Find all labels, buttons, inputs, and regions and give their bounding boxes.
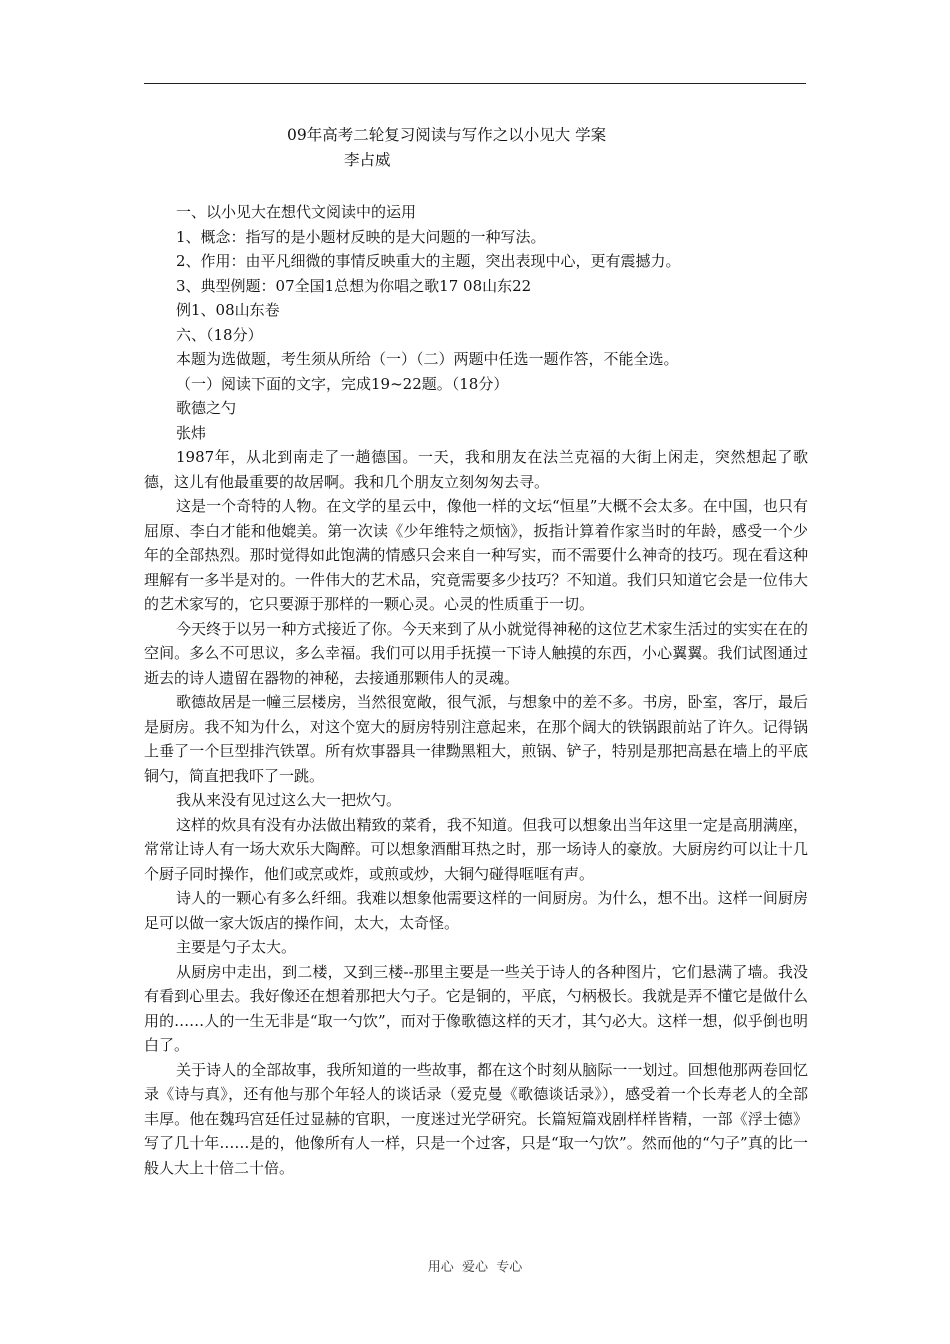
document-author: 李占威 (344, 151, 391, 169)
body-line: 2、作用：由平凡细微的事情反映重大的主题，突出表现中心，更有震撼力。 (176, 252, 681, 270)
body-paragraph: 关于诗人的全部故事，我所知道的一些故事，都在这个时刻从脑际一一划过。回想他那两卷回忆录《诗与真》，还有他与那个年轻人的谈话录（爱克曼《歌德谈话录》），感受着一个长寿老人的全部丰厚。他在魏玛宫廷任过显赫的官职，一度迷过光学研究。长篇短篇戏剧样样皆精，一部《浮士德》写了几十年……是的，他像所有人一样，只是一个过客，只是“取一勺饮”。然而他的“勺子”真的比一般人大上十倍二十倍。 (144, 1060, 808, 1177)
body-line: 六、（18分） (176, 325, 263, 344)
body-paragraph: 主要是勺子太大。 (176, 938, 297, 956)
body-line: 3、典型例题：07全国1总想为你唱之歌17 08山东22 (176, 276, 532, 295)
body-line: 例1、08山东卷 (176, 301, 280, 319)
page-footer: 用心 爱心 专心 (427, 1260, 523, 1275)
header-rule (144, 83, 806, 84)
body-line: 张炜 (176, 423, 207, 442)
body-paragraph: 这样的炊具有没有办法做出精致的菜肴，我不知道。但我可以想象出当年这里一定是高朋满座，常常让诗人有一场大欢乐大陶醉。可以想象酒酣耳热之时，那一场诗人的豪放。大厨房约可以让十几个厨子同时操作，他们或烹或炸，或煎或炒，大铜勺碰得哐哐有声。 (144, 815, 808, 883)
body-paragraph: 诗人的一颗心有多么纤细。我难以想象他需要这样的一间厨房。为什么，想不出。这样一间厨房足可以做一家大饭店的操作间，太大，太奇怪。 (144, 889, 808, 932)
document-body (144, 200, 808, 1180)
body-paragraph: 我从来没有见过这么大一把炊勺。 (176, 791, 402, 809)
body-line: （一）阅读下面的文字，完成19~22题。（18分） (176, 374, 509, 393)
body-line: 本题为选做题，考生须从所给（一）（二）两题中任选一题作答，不能全选。 (176, 350, 679, 368)
body-paragraph: 歌德故居是一幢三层楼房，当然很宽敞，很气派，与想象中的差不多。书房，卧室，客厅，最后是厨房。我不知为什么，对这个宽大的厨房特别注意起来，在那个阔大的铁锅跟前站了许久。记得锅上垂了一个巨型排汽铁罩。所有炊事器具一律黝黑粗大，煎锅、铲子，特别是那把高悬在墙上的平底铜勺，简直把我吓了一跳。 (144, 693, 808, 785)
body-line: 1、概念：指写的是小题材反映的是大问题的一种写法。 (176, 227, 546, 246)
document-title: 09年高考二轮复习阅读与写作之以小见大 学案 (287, 126, 607, 144)
body-line: 歌德之勺 (176, 399, 237, 417)
body-line: 一、以小见大在想代文阅读中的运用 (176, 203, 417, 221)
body-paragraph: 从厨房中走出，到二楼，又到三楼--那里主要是一些关于诗人的各种图片，它们悬满了墙。我没有看到心里去。我好像还在想着那把大勺子。它是铜的，平底，勺柄极长。我就是弄不懂它是做什么用的……人的一生无非是“取一勺饮”，而对于像歌德这样的天才，其勺必大。这样一想，似乎倒也明白了。 (144, 962, 808, 1054)
body-paragraph: 1987年，从北到南走了一趟德国。一天，我和朋友在法兰克福的大街上闲走，突然想起了歌德，这儿有他最重要的故居啊。我和几个朋友立刻匆匆去寻。 (144, 448, 808, 491)
body-paragraph: 今天终于以另一种方式接近了你。今天来到了从小就觉得神秘的这位艺术家生活过的实实在在的空间。多么不可思议，多么幸福。我们可以用手抚摸一下诗人触摸的东西，小心翼翼。我们试图通过逝去的诗人遗留在器物的神秘，去接通那颗伟人的灵魂。 (144, 619, 808, 687)
body-paragraph: 这是一个奇特的人物。在文学的星云中，像他一样的文坛“恒星”大概不会太多。在中国，也只有屈原、李白才能和他媲美。第一次读《少年维特之烦恼》，扳指计算着作家当时的年龄，感受一个少年的全部热烈。那时觉得如此饱满的情感只会来自一种写实，而不需要什么神奇的技巧。现在看这种理解有一多半是对的。一件伟大的艺术品，究竟需要多少技巧？不知道。我们只知道它会是一位伟大的艺术家写的，它只要源于那样的一颗心灵。心灵的性质重于一切。 (144, 497, 808, 613)
